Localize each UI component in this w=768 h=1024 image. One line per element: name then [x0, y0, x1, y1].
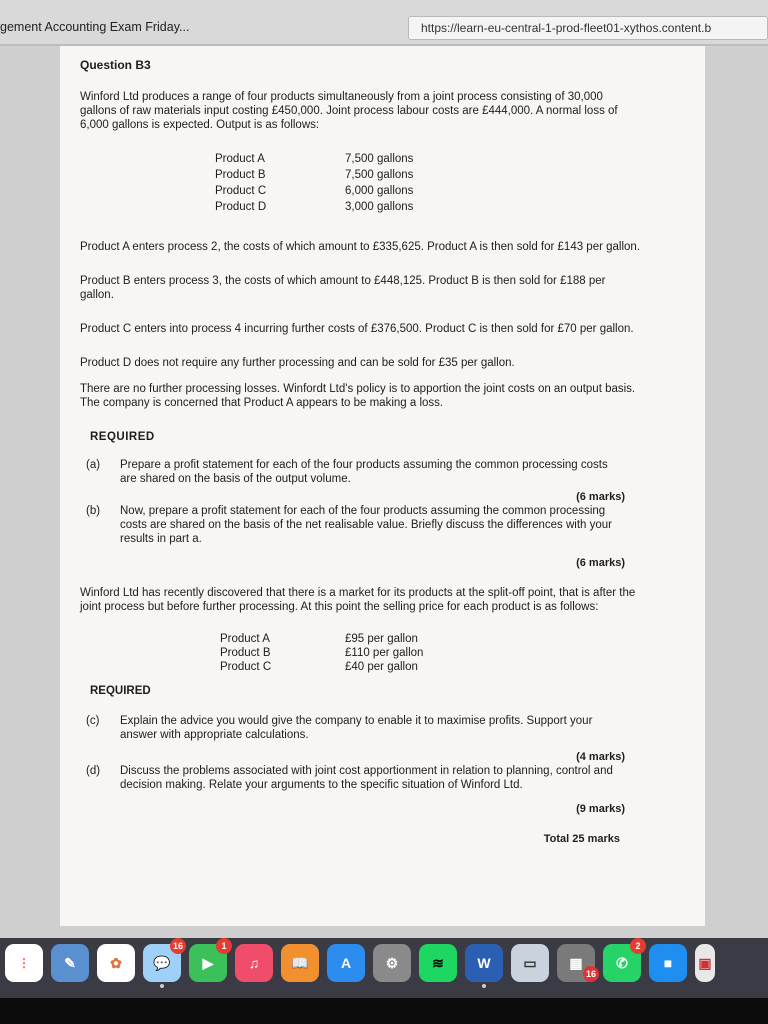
zoom-icon[interactable] [649, 944, 687, 982]
word-icon[interactable] [465, 944, 503, 982]
intro-paragraph: Winford Ltd produces a range of four products simultaneously from a joint process consisting of 30,000 gallons of raw materials input costing £450,000. Joint process labour costs are £444,000. A normal loss of 6,000 gallons is expected. Output is as follows: [80, 91, 618, 131]
part-b-marks: (6 marks) [576, 557, 625, 569]
part-label: (c) [86, 715, 100, 727]
system-preferences-icon[interactable] [373, 944, 411, 982]
browser-tab-bar [0, 0, 768, 44]
part-label: (d) [86, 765, 101, 777]
app-store-icon[interactable] [327, 944, 365, 982]
total-marks: Total 25 marks [543, 833, 620, 845]
whatsapp-icon[interactable] [603, 941, 641, 982]
part-label: (b) [86, 505, 101, 517]
price-row [220, 660, 640, 674]
phone-icon: ✆ [616, 954, 628, 971]
price-product: Product A [220, 633, 270, 645]
spotify-waves-icon: ≋ [432, 954, 444, 971]
output-product: Product D [215, 201, 267, 213]
facetime-icon[interactable] [189, 941, 227, 982]
dock-icons [5, 941, 715, 982]
price-value: £40 per gallon [345, 661, 418, 673]
exam-document [80, 58, 640, 846]
part-text: Prepare a profit statement for each of the four products assuming the common processing costs are shared on the basis of the output volume. [120, 459, 608, 485]
macos-dock [0, 938, 768, 998]
price-row [220, 646, 640, 660]
word-letter-icon: W [477, 955, 491, 971]
photos-flower-icon: ✿ [110, 954, 122, 971]
question-part-b [86, 504, 640, 546]
output-row [215, 200, 640, 216]
address-bar[interactable] [408, 16, 768, 40]
calendar-badge: 16 [583, 966, 599, 982]
messages-badge: 16 [170, 938, 186, 954]
output-product: Product A [215, 153, 265, 165]
preview-images-icon[interactable] [511, 944, 549, 982]
output-value: 7,500 gallons [345, 169, 414, 181]
facetime-badge: 1 [216, 938, 232, 954]
product-c-paragraph: Product C enters into process 4 incurring further costs of £376,500. Product C is then sold for £70 per gallon. [80, 323, 634, 335]
output-row [215, 184, 640, 200]
launchpad-icon[interactable] [557, 944, 595, 982]
price-product: Product C [220, 661, 272, 673]
output-value: 6,000 gallons [345, 185, 414, 197]
reminders-icon[interactable] [5, 944, 43, 982]
part-c-marks: (4 marks) [576, 751, 625, 763]
required-heading: REQUIRED [90, 431, 155, 443]
price-value: £110 per gallon [345, 647, 424, 659]
messages-icon[interactable] [143, 941, 183, 982]
spotify-icon[interactable] [419, 944, 457, 982]
question-part-d [86, 764, 640, 792]
splitoff-paragraph: Winford Ltd has recently discovered that there is a market for its products at the split-off point, that is after the joint process but before further processing. At this point the selling price for each product is as follows: [80, 587, 636, 613]
grid-icon: ▦ [569, 954, 583, 971]
output-product: Product B [215, 169, 266, 181]
output-product: Product C [215, 185, 267, 197]
part-text: Now, prepare a profit statement for each of the four products assuming the common processing costs are shared on the basis of the net realisable value. Briefly discuss the differences with your results in part a. [120, 505, 612, 545]
price-table [220, 632, 640, 674]
output-row [215, 168, 640, 184]
photos-icon[interactable] [97, 944, 135, 982]
partial-glyph-icon: ▣ [698, 954, 712, 971]
product-a-paragraph: Product A enters process 2, the costs of which amount to £335,625. Product A is then sold for £143 per gallon. [80, 241, 641, 253]
reminders-dots-icon: ⋮ [18, 956, 30, 970]
running-indicator [482, 984, 486, 988]
music-icon[interactable] [235, 944, 273, 982]
messages-bubble-icon: 💬 [153, 954, 171, 971]
required-heading-2: REQUIRED [90, 685, 151, 697]
product-b-paragraph: Product B enters process 3, the costs of which amount to £448,125. Product B is then sold for £188 per gallon. [80, 275, 606, 301]
question-part-c [86, 714, 640, 742]
part-text: Discuss the problems associated with joint cost apportionment in relation to planning, control and decision making. Relate your arguments to the specific situation of Winford Ltd. [120, 765, 613, 791]
gear-icon: ⚙ [385, 954, 399, 971]
price-product: Product B [220, 647, 271, 659]
browser-tab-title[interactable]: gement Accounting Exam Friday... [0, 20, 190, 34]
output-row [215, 152, 640, 168]
partial-app-icon[interactable] [695, 944, 715, 982]
video-camera-icon: ■ [663, 955, 673, 971]
price-row [220, 632, 640, 646]
facetime-camera-icon: ▶ [202, 954, 214, 971]
policy-paragraph: There are no further processing losses. Winfordt Ltd's policy is to apportion the joint costs on an output basis. The company is concerned that Product A appears to be making a loss. [80, 383, 636, 409]
product-d-paragraph: Product D does not require any further processing and can be sold for £35 per gallon. [80, 357, 515, 369]
output-table [215, 152, 640, 216]
question-part-a [86, 458, 640, 486]
books-icon[interactable] [281, 944, 319, 982]
part-label: (a) [86, 459, 101, 471]
books-open-icon: 📖 [291, 954, 309, 971]
part-d-marks: (9 marks) [576, 803, 625, 815]
part-text: Explain the advice you would give the company to enable it to maximise profits. Support your answer with appropriate calculations. [120, 715, 593, 741]
whatsapp-badge: 2 [630, 938, 646, 954]
address-bar-url: https://learn-eu-central-1-prod-fleet01-xythos.content.b [421, 21, 712, 35]
output-value: 3,000 gallons [345, 201, 414, 213]
part-a-marks: (6 marks) [576, 491, 625, 503]
app-store-a-icon: A [340, 955, 352, 971]
bezel-bottom [0, 998, 768, 1024]
images-icon: ▭ [523, 954, 537, 971]
preview-icon[interactable] [51, 944, 89, 982]
question-title: Question B3 [80, 58, 151, 72]
music-note-icon: ♫ [248, 955, 260, 971]
price-value: £95 per gallon [345, 633, 418, 645]
output-value: 7,500 gallons [345, 153, 414, 165]
preview-glyph-icon: ✎ [64, 954, 76, 971]
running-indicator [160, 984, 164, 988]
